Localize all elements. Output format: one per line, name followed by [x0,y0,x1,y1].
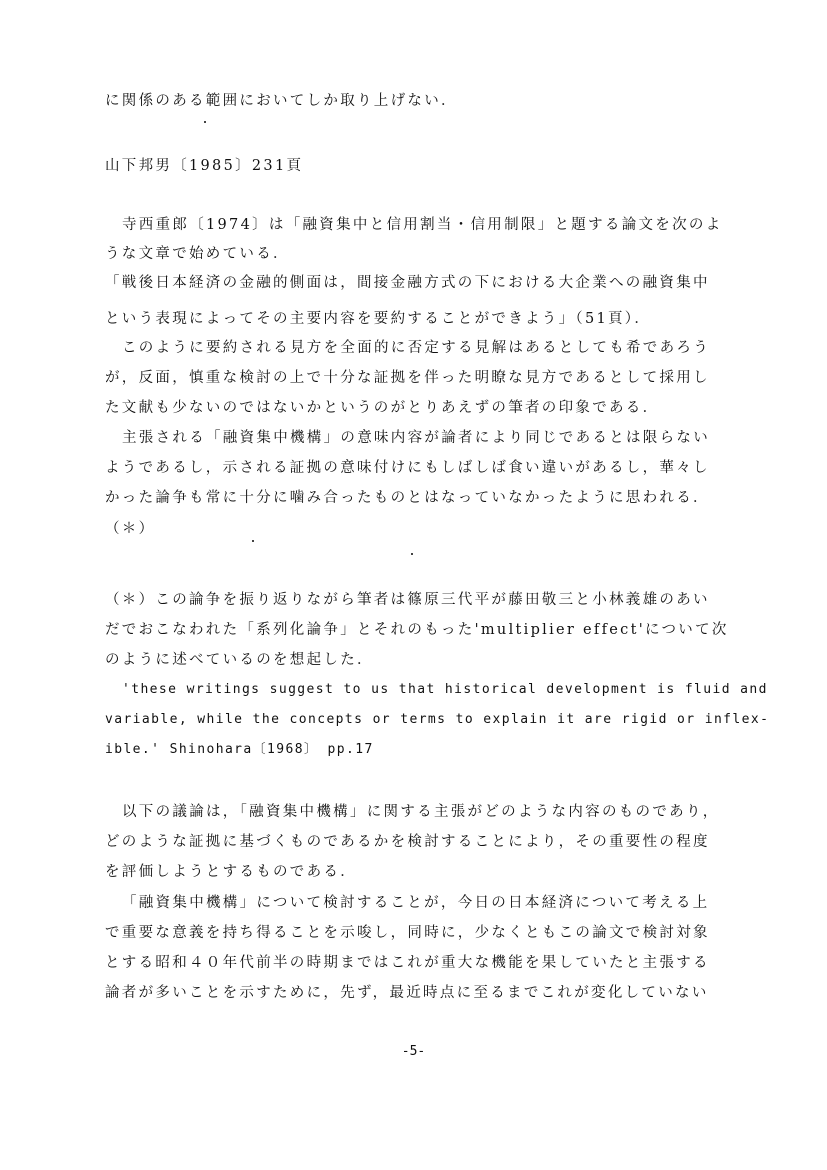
footnote-line-2: だでおこなわれた「系列化論争」とそれのもった'multiplier effect'について次 [105,622,729,638]
english-quote-line-3: ible.' Shinohara〔1968〕 pp.17 [105,742,374,757]
paragraph-2-line-3: た文献も少ないのではないかというのがとりあえずの筆者の印象である． [105,400,660,416]
paragraph-1-line-2: うな文章で始めている． [105,246,290,262]
footnote-line-3: のように述べているのを想起した． [105,652,374,668]
paragraph-4-line-1: 以下の議論は，「融資集中機構」に関する主張がどのような内容のものであり， [122,804,720,820]
scan-speck [411,553,413,555]
scan-speck [252,540,254,542]
citation-line: 山下邦男〔1985〕231頁 [105,158,304,174]
page-number: -5- [401,1044,426,1059]
paragraph-5-line-2: で重要な意義を持ち得ることを示唆し，同時に，少なくともこの論文で検討対象 [105,925,710,941]
paragraph-5-line-1: 「融資集中機構」について検討することが，今日の日本経済について考える上 [122,895,710,911]
paragraph-5-line-4: 論者が多いことを示すために，先ず，最近時点に至るまでこれが変化していない [105,985,709,1001]
paragraph-5-line-3: とする昭和４０年代前半の時期まではこれが重大な機能を果していたと主張する [105,955,710,971]
english-quote-line-1: 'these writings suggest to us that historical development is fluid and [122,682,768,697]
paragraph-3-line-3: かった論争も常に十分に噛み合ったものとはなっていなかったように思われる． [105,490,710,506]
paragraph-2-line-1: このように要約される見方を全面的に否定する見解はあるとしても希であろう [122,340,710,356]
footnote-marker: （＊） [105,521,156,537]
paragraph-1-line-1: 寺西重郎〔1974〕は「融資集中と信用割当・信用制限」と題する論文を次のよ [122,217,723,233]
paragraph-2-line-2: が，反面，慎重な検討の上で十分な証拠を伴った明瞭な見方であるとして採用し [105,370,710,386]
english-quote-line-2: variable, while the concepts or terms to explain it are rigid or inflex- [105,712,770,727]
paragraph-4-line-2: どのような証拠に基づくものであるかを検討することにより，その重要性の程度 [105,834,710,850]
paragraph-3-line-2: ようであるし，示される証拠の意味付けにもしばしば食い違いがあるし，華々し [105,460,710,476]
footnote-line-1: （＊）この論争を振り返りながら筆者は篠原三代平が藤田敬三と小林義雄のあい [105,592,710,608]
quote-line-1: 「戦後日本経済の金融的側面は，間接金融方式の下における大企業への融資集中 [105,275,710,291]
paragraph-4-line-3: を評価しようとするものである． [105,864,357,880]
paragraph-3-line-1: 主張される「融資集中機構」の意味内容が論者により同じであるとは限らない [122,430,710,446]
quote-line-2: という表現によってその主要内容を要約することができよう」（51頁）． [105,311,652,327]
body-line-1: に関係のある範囲においてしか取り上げない． [105,93,458,109]
scan-speck [204,121,206,123]
